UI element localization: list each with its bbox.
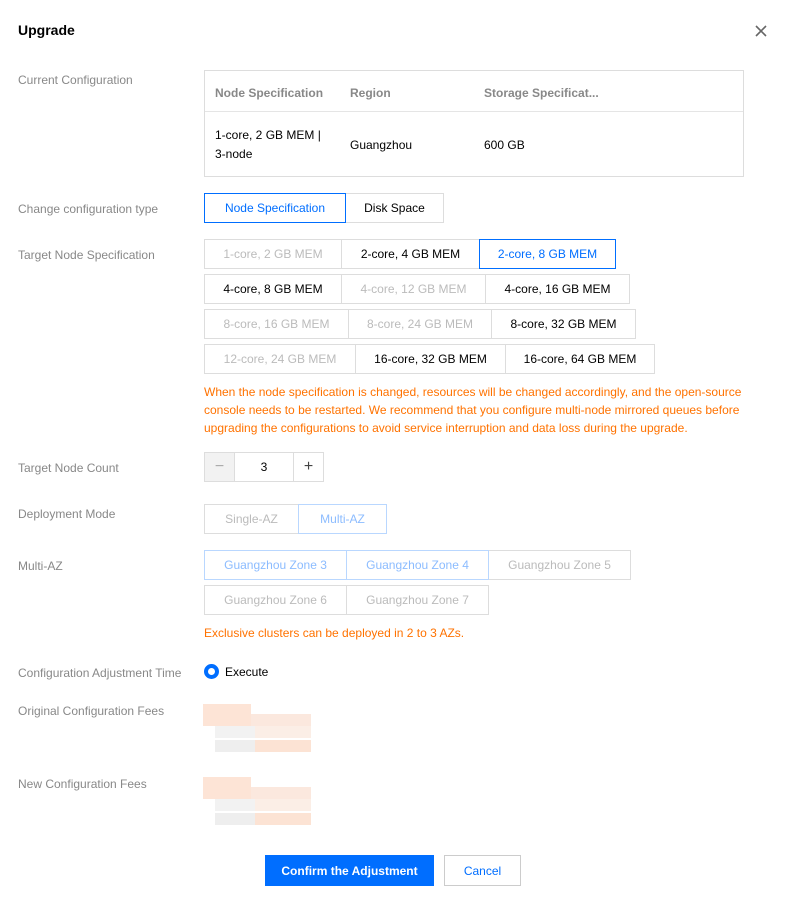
col-region: Region: [350, 86, 391, 100]
minus-icon[interactable]: −: [205, 453, 235, 481]
zone-option-5: Guangzhou Zone 5: [488, 550, 631, 580]
close-icon[interactable]: [752, 22, 770, 40]
confirm-button[interactable]: Confirm the Adjustment: [265, 855, 434, 886]
col-node-spec: Node Specification: [215, 86, 324, 100]
new-fees-label: New Configuration Fees: [18, 777, 147, 791]
multi-az-note: Exclusive clusters can be deployed in 2 to 3 AZs.: [204, 626, 465, 640]
col-storage: Storage Specificat...: [484, 86, 599, 100]
deployment-mode-label: Deployment Mode: [18, 507, 116, 521]
change-type-label: Change configuration type: [18, 202, 159, 216]
spec-option-16c32g[interactable]: 16-core, 32 GB MEM: [355, 344, 506, 374]
cancel-button[interactable]: Cancel: [444, 855, 521, 886]
orig-fees-label: Original Configuration Fees: [18, 704, 165, 718]
spec-option-12c24g: 12-core, 24 GB MEM: [204, 344, 356, 374]
zone-option-6: Guangzhou Zone 6: [204, 585, 347, 615]
table-row: [205, 112, 743, 176]
table-header: [205, 71, 743, 112]
spec-option-8c16g: 8-core, 16 GB MEM: [204, 309, 349, 339]
mode-single-az: Single-AZ: [204, 504, 299, 534]
current-config-table: [204, 70, 744, 177]
plus-icon[interactable]: +: [293, 453, 323, 481]
option-disk-space[interactable]: Disk Space: [345, 193, 444, 223]
zone-option-4: Guangzhou Zone 4: [346, 550, 489, 580]
execute-radio[interactable]: [204, 664, 268, 679]
cell-node-spec-2: 3-node: [215, 147, 253, 161]
new-fees-blurred: [203, 777, 313, 827]
cell-region: Guangzhou: [350, 138, 413, 152]
spec-warning-line: upgrading the configurations to avoid service interruption and data loss during the upgrade.: [204, 421, 688, 435]
spec-warning-line: When the node specification is changed, resources will be changed accordingly, and the open-source: [204, 385, 742, 399]
cell-node-spec-1: 1-core, 2 GB MEM |: [215, 128, 321, 142]
spec-option-4c16g[interactable]: 4-core, 16 GB MEM: [485, 274, 630, 304]
mode-multi-az: Multi-AZ: [298, 504, 387, 534]
spec-option-8c24g: 8-core, 24 GB MEM: [348, 309, 492, 339]
spec-option-2c4g[interactable]: 2-core, 4 GB MEM: [341, 239, 480, 269]
cell-storage: 600 GB: [484, 138, 525, 152]
option-node-spec[interactable]: Node Specification: [204, 193, 346, 223]
spec-option-4c8g[interactable]: 4-core, 8 GB MEM: [204, 274, 342, 304]
node-count-stepper: [204, 452, 324, 482]
target-spec-label: Target Node Specification: [18, 248, 155, 262]
execute-radio-label: Execute: [225, 664, 269, 679]
spec-warning: [204, 383, 741, 437]
spec-warning-line: console needs to be restarted. We recommend that you configure multi-node mirrored queues before: [204, 403, 740, 417]
zone-option-7: Guangzhou Zone 7: [346, 585, 489, 615]
radio-checked-icon: [204, 664, 219, 679]
node-count-input[interactable]: 3: [260, 460, 268, 474]
node-count-label: Target Node Count: [18, 461, 119, 475]
spec-option-2c8g[interactable]: 2-core, 8 GB MEM: [479, 239, 616, 269]
orig-fees-blurred: [203, 704, 313, 754]
zone-option-3: Guangzhou Zone 3: [204, 550, 347, 580]
current-config-label: Current Configuration: [18, 73, 133, 87]
spec-option-4c12g: 4-core, 12 GB MEM: [341, 274, 486, 304]
spec-option-8c32g[interactable]: 8-core, 32 GB MEM: [491, 309, 636, 339]
spec-option-16c64g[interactable]: 16-core, 64 GB MEM: [505, 344, 655, 374]
multi-az-label: Multi-AZ: [18, 559, 63, 573]
spec-option-1c2g: 1-core, 2 GB MEM: [204, 239, 342, 269]
dialog-title: Upgrade: [18, 22, 75, 38]
adjust-time-label: Configuration Adjustment Time: [18, 666, 182, 680]
